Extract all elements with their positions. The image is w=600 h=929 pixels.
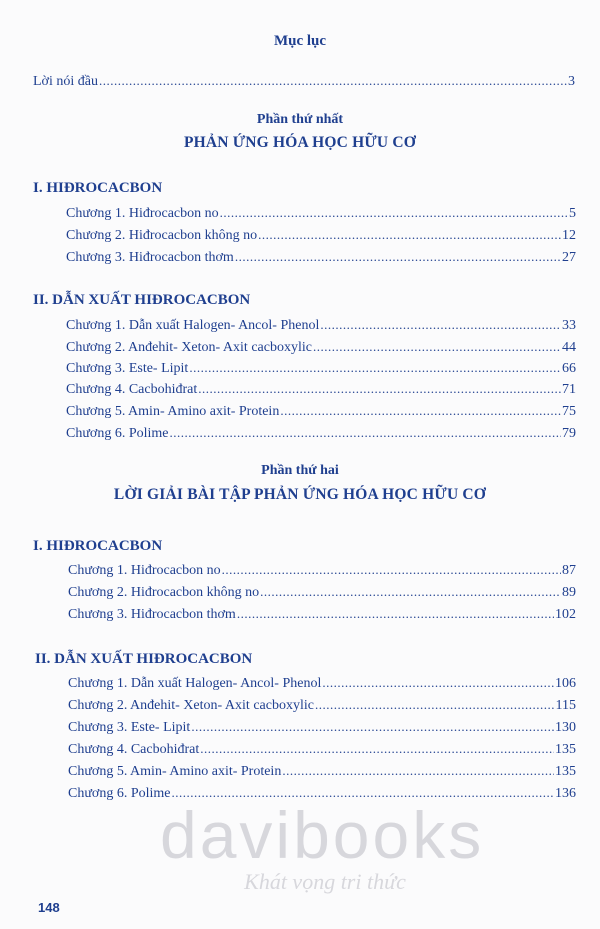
toc-entry: [68, 583, 576, 601]
dot-leader: [237, 605, 554, 623]
toc-entry: [66, 338, 576, 356]
toc-entry-label: Chương 1. Dẫn xuất Halogen- Ancol- Phenol: [66, 318, 320, 333]
toc-entry: [66, 226, 576, 244]
dot-leader: [320, 316, 561, 334]
watermark-brand: davibooks: [160, 798, 485, 872]
watermark-tagline: Khát vọng tri thức: [244, 869, 406, 894]
toc-entry: [66, 424, 576, 442]
toc-entry-label: Chương 1. Hiđrocacbon no: [66, 206, 219, 221]
dot-leader: [322, 674, 554, 692]
dot-leader: [315, 696, 555, 714]
part-label: Phần thứ hai: [261, 463, 339, 478]
dot-leader: [260, 583, 561, 601]
toc-entry: [66, 248, 576, 266]
toc-entry-page: 71: [562, 382, 576, 397]
dot-leader: [258, 226, 561, 244]
toc-entry-label: Chương 1. Hiđrocacbon no: [68, 563, 221, 578]
toc-entry-page: 44: [562, 340, 576, 355]
toc-entry: [68, 718, 576, 736]
toc-entry-label: Chương 2. Hiđrocacbon không no: [68, 585, 260, 600]
toc-entry-page: 3: [568, 74, 575, 89]
toc-entry-label: Chương 2. Anđehit- Xeton- Axit cacboxylic: [68, 698, 314, 713]
dot-leader: [170, 424, 562, 442]
toc-entry: [66, 359, 576, 377]
toc-entry-label: Chương 5. Amin- Amino axit- Protein: [68, 764, 282, 779]
dot-leader: [198, 380, 561, 398]
part-title: LỜI GIẢI BÀI TẬP PHẢN ỨNG HÓA HỌC HỮU CƠ: [113, 486, 487, 503]
section-title: I. HIĐROCACBON: [33, 180, 163, 196]
toc-entry-label: Chương 3. Hiđrocacbon thơm: [66, 250, 234, 265]
toc-entry: [66, 380, 576, 398]
page-number: 148: [38, 900, 60, 915]
toc-entry: [68, 696, 576, 714]
toc-entry-page: 66: [562, 361, 576, 376]
toc-entry-label: Chương 4. Cacbohiđrat: [66, 382, 198, 397]
toc-entry-label: Chương 3. Este- Lipit: [66, 361, 189, 376]
toc-entry: [68, 674, 576, 692]
toc-entry-label: Chương 4. Cacbohiđrat: [68, 742, 200, 757]
toc-entry-page: 12: [562, 228, 576, 243]
dot-leader: [282, 762, 554, 780]
dot-leader: [280, 402, 561, 420]
toc-entry: [68, 605, 576, 623]
dot-leader: [99, 72, 567, 90]
toc-entry: [68, 740, 576, 758]
dot-leader: [191, 718, 554, 736]
page-title: Mục lục: [273, 33, 327, 49]
dot-leader: [200, 740, 554, 758]
toc-entry-page: 87: [562, 563, 576, 578]
toc-entry-label: Chương 3. Hiđrocacbon thơm: [68, 607, 236, 622]
toc-entry-label: Chương 6. Polime: [68, 786, 171, 801]
toc-entry: [66, 316, 576, 334]
toc-entry-page: 106: [555, 676, 576, 691]
toc-entry-page: 135: [555, 742, 576, 757]
toc-entry-page: 135: [555, 764, 576, 779]
toc-entry-label: Chương 2. Hiđrocacbon không no: [66, 228, 258, 243]
toc-entry-page: 115: [555, 698, 576, 713]
toc-entry-label: Chương 6. Polime: [66, 426, 169, 441]
toc-entry: [68, 561, 576, 579]
watermark: [160, 798, 485, 894]
dot-leader: [220, 204, 568, 222]
dot-leader: [189, 359, 561, 377]
toc-entry: [68, 762, 576, 780]
toc-entry-page: 75: [562, 404, 576, 419]
toc-entry: [66, 402, 576, 420]
toc-entry-label: Lời nói đầu: [33, 74, 98, 89]
toc-entry-page: 79: [562, 426, 576, 441]
toc-entry-page: 130: [555, 720, 576, 735]
toc-entry-page: 27: [562, 250, 576, 265]
dot-leader: [235, 248, 561, 266]
section-title: I. HIĐROCACBON: [33, 538, 163, 554]
toc-entry-label: Chương 5. Amin- Amino axit- Protein: [66, 404, 280, 419]
section-title: II. DẪN XUẤT HIĐROCACBON: [33, 292, 251, 308]
toc-entry-page: 102: [555, 607, 576, 622]
dot-leader: [313, 338, 561, 356]
toc-entry-label: Chương 3. Este- Lipit: [68, 720, 191, 735]
toc-entry-label: Chương 2. Anđehit- Xeton- Axit cacboxylic: [66, 340, 312, 355]
toc-entry-label: Chương 1. Dẫn xuất Halogen- Ancol- Phenol: [68, 676, 322, 691]
part-label: Phần thứ nhất: [256, 112, 344, 127]
toc-entry-page: 89: [562, 585, 576, 600]
toc-entry-preface: [33, 72, 575, 90]
toc-entry-page: 136: [555, 786, 576, 801]
part-title: PHẢN ỨNG HÓA HỌC HỮU CƠ: [183, 134, 417, 151]
toc-entry-page: 5: [569, 206, 576, 221]
toc-entry-page: 33: [562, 318, 576, 333]
section-title: II. DẪN XUẤT HIĐROCACBON: [35, 651, 253, 667]
toc-entry: [66, 204, 576, 222]
dot-leader: [222, 561, 561, 579]
